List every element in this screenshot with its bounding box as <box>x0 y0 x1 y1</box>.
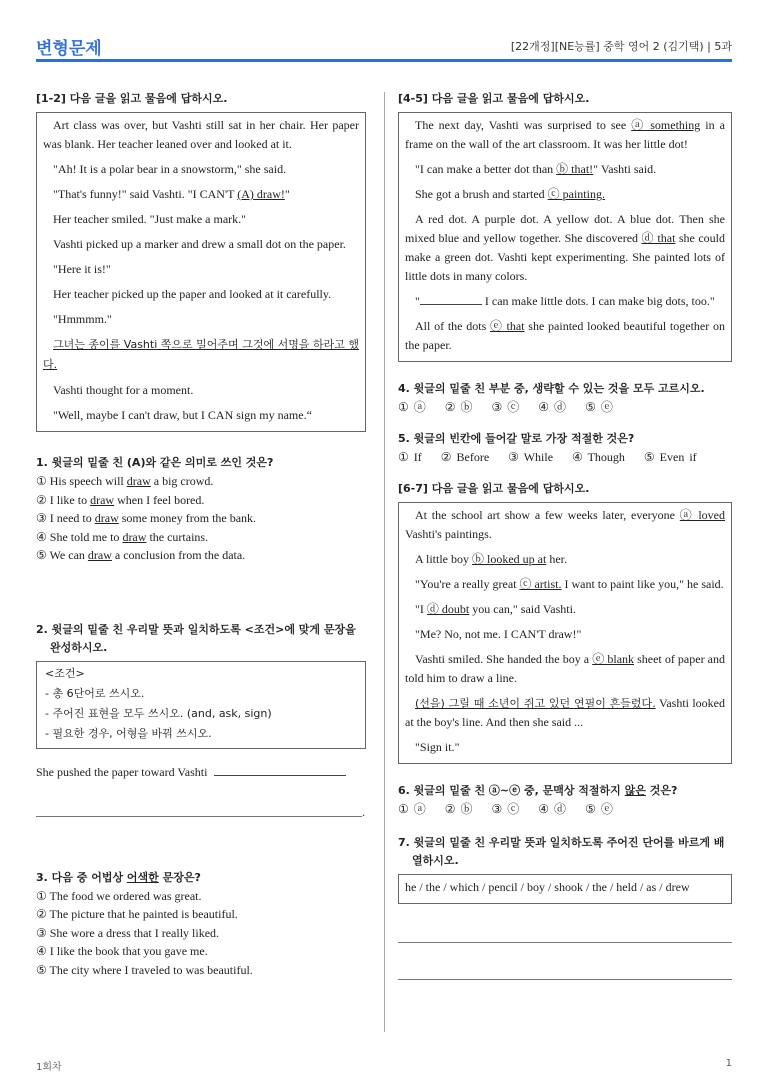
passage-paragraph: Vashti picked up a marker and drew a small dot on the paper. <box>53 237 346 251</box>
word-list: he / the / which / pencil / boy / shook / the / held / as / drew <box>405 880 690 894</box>
question-stem: 4. 윗글의 밑줄 친 부분 중, 생략할 수 있는 것을 모두 고르시오. <box>398 382 705 395</box>
question-1 <box>36 454 366 565</box>
question-7 <box>398 834 732 980</box>
page-title: 변형문제 <box>36 39 102 59</box>
passage-paragraph: Art class was over, but Vashti still sat in her chair. Her paper was blank. Her teacher leaned over and looked at it. <box>43 118 359 151</box>
underline-a: (A) draw! <box>237 187 285 201</box>
korean-underlined-sentence: 그녀는 종이를 Vashti 쪽으로 밀어주며 그것에 서명을 하라고 했다. <box>43 338 359 371</box>
passage-4-5 <box>398 112 732 362</box>
passage-paragraph: "Hmmmm." <box>53 312 112 326</box>
answer-line[interactable] <box>36 816 362 817</box>
answer-prompt: She pushed the paper toward Vashti <box>36 763 366 781</box>
condition-title: <조건> <box>45 666 85 680</box>
option-item[interactable]: ③ ⓒ <box>491 400 520 414</box>
section-heading-4-5: [4-5] 다음 글을 읽고 물음에 답하시오. <box>398 92 590 105</box>
header-rule <box>36 59 732 62</box>
question-stem: 2. 윗글의 밑줄 친 우리말 뜻과 일치하도록 <조건>에 맞게 문장을 완성하시오. <box>36 622 356 654</box>
passage-paragraph: "I ⓓ doubt you can," said Vashti. <box>415 602 576 616</box>
condition-item: - 주어진 표현을 모두 쓰시오. (and, ask, sign) <box>45 706 272 720</box>
passage-paragraph: "Sign it." <box>415 740 460 754</box>
passage-paragraph: "Here it is!" <box>53 262 111 276</box>
passage-paragraph: "You're a really great ⓒ artist. I want to paint like you," he said. <box>415 577 724 591</box>
option-row <box>398 398 732 416</box>
question-4 <box>398 380 732 416</box>
option-item[interactable]: ④ Though <box>572 450 625 464</box>
option-list <box>36 472 366 565</box>
korean-underlined-sentence: (선을) 그릴 때 소년이 쥐고 있던 연필이 흔들렸다. <box>415 697 656 710</box>
option-item[interactable]: ⑤ ⓔ <box>585 400 613 414</box>
passage-paragraph: She got a brush and started ⓒ painting. <box>415 187 605 201</box>
passage-paragraph: "Me? No, not me. I CAN'T draw!" <box>415 627 582 641</box>
option-item[interactable]: ⑤ The city where I traveled to was beautiful. <box>36 962 253 977</box>
option-item[interactable]: ④ ⓓ <box>538 802 567 816</box>
option-item[interactable]: ② Before <box>440 450 490 464</box>
column-divider <box>384 92 385 1032</box>
question-stem: 6. 윗글의 밑줄 친 ⓐ~ⓔ 중, 문맥상 적절하지 않은 것은? <box>398 784 678 797</box>
option-item[interactable]: ③ I need to draw some money from the bank. <box>36 511 257 525</box>
passage-paragraph: Vashti smiled. She handed the boy a ⓔ blank sheet of paper and told him to draw a line. <box>405 652 725 685</box>
left-column <box>36 90 366 979</box>
question-6 <box>398 782 732 818</box>
option-item[interactable]: ② The picture that he painted is beautiful. <box>36 907 238 921</box>
passage-paragraph: At the school art show a few weeks later, everyone ⓐ loved Vashti's paintings. <box>405 508 725 541</box>
passage-paragraph: All of the dots ⓔ that she painted looked beautiful together on the paper. <box>405 319 725 352</box>
option-row <box>398 448 732 466</box>
course-label: [22개정][NE능률] 중학 영어 2 (김기택) | 5과 <box>510 40 732 53</box>
passage-paragraph: "Well, maybe I can't draw, but I CAN sign my name.“ <box>53 408 312 422</box>
passage-blank <box>420 293 482 305</box>
option-item[interactable]: ④ ⓓ <box>538 400 567 414</box>
option-item[interactable]: ⑤ We can draw a conclusion from the data. <box>36 548 246 562</box>
passage-paragraph: "I can make a better dot than ⓑ that!" Vashti said. <box>415 162 657 176</box>
passage-paragraph: Her teacher picked up the paper and looked at it carefully. <box>53 287 332 301</box>
passage-paragraph: A little boy ⓑ looked up at her. <box>415 552 567 566</box>
page-number: 1 <box>725 1058 732 1069</box>
passage-1-2 <box>36 112 366 432</box>
answer-line[interactable] <box>398 942 732 943</box>
word-box <box>398 874 732 904</box>
question-stem: 5. 윗글의 빈칸에 들어갈 말로 가장 적절한 것은? <box>398 432 635 445</box>
passage-paragraph: Vashti thought for a moment. <box>53 383 194 397</box>
condition-item: - 총 6단어로 쓰시오. <box>45 686 145 700</box>
passage-paragraph: " I can make little dots. I can make big dots, too." <box>415 294 715 308</box>
option-item[interactable]: ④ I like the book that you gave me. <box>36 944 208 958</box>
option-item[interactable]: ② I like to draw when I feel bored. <box>36 492 205 507</box>
answer-line[interactable] <box>398 979 732 980</box>
option-item[interactable]: ① The food we ordered was great. <box>36 888 202 903</box>
question-5 <box>398 430 732 466</box>
question-2 <box>36 621 366 817</box>
question-3 <box>36 869 366 980</box>
option-item[interactable]: ③ She wore a dress that I really liked. <box>36 925 220 940</box>
option-item[interactable]: ⑤ ⓔ <box>585 802 613 816</box>
section-heading-1-2: [1-2] 다음 글을 읽고 물음에 답하시오. <box>36 92 228 105</box>
answer-blank[interactable] <box>214 764 346 776</box>
question-stem: 7. 윗글의 밑줄 친 우리말 뜻과 일치하도록 주어진 단어를 바르게 배 열하시오. <box>398 836 725 867</box>
right-column <box>398 90 732 980</box>
option-item[interactable]: ④ She told me to draw the curtains. <box>36 529 209 544</box>
option-item[interactable]: ⑤ Even if <box>643 450 697 464</box>
passage-paragraph: (선을) 그릴 때 소년이 쥐고 있던 연필이 흔들렸다. Vashti looked at the boy's line. And then she said ... <box>405 696 725 729</box>
question-stem: 3. 다음 중 어법상 어색한 문장은? <box>36 870 201 884</box>
condition-box <box>36 661 366 749</box>
option-item[interactable]: ① His speech will draw a big crowd. <box>36 474 214 488</box>
option-item[interactable]: ① ⓐ <box>398 400 426 414</box>
question-stem: 1. 윗글의 밑줄 친 (A)와 같은 의미로 쓰인 것은? <box>36 456 274 469</box>
passage-paragraph: "Ah! It is a polar bear in a snowstorm," she said. <box>53 162 287 176</box>
option-item[interactable]: ① ⓐ <box>398 802 426 816</box>
footer-session: 1회차 <box>36 1062 62 1073</box>
option-item[interactable]: ② ⓑ <box>444 400 473 414</box>
condition-item: - 필요한 경우, 어형을 바꿔 쓰시오. <box>45 726 212 740</box>
passage-paragraph: The next day, Vashti was surprised to see ⓐ something in a frame on the wall of the art classroom. It was her little dot! <box>405 118 725 151</box>
passage-paragraph: A red dot. A purple dot. A yellow dot. A blue dot. Then she mixed blue and yellow together. She discovered ⓓ that she could make a green dot. Vashti kept experimenting. She painted lots of little dots in many colors. <box>405 212 725 283</box>
passage-paragraph: Her teacher smiled. "Just make a mark." <box>53 212 247 226</box>
passage-paragraph: "That's funny!" said Vashti. "I CAN'T (A) draw!" <box>53 187 290 201</box>
option-item[interactable]: ③ ⓒ <box>491 802 520 816</box>
page-header <box>36 30 732 60</box>
option-item[interactable]: ② ⓑ <box>444 802 473 816</box>
option-item[interactable]: ③ While <box>508 450 554 464</box>
option-item[interactable]: ① If <box>398 450 422 464</box>
answer-line-row: . <box>36 807 366 817</box>
passage-6-7 <box>398 502 732 764</box>
section-heading-6-7: [6-7] 다음 글을 읽고 물음에 답하시오. <box>398 482 590 495</box>
option-row <box>398 800 732 818</box>
